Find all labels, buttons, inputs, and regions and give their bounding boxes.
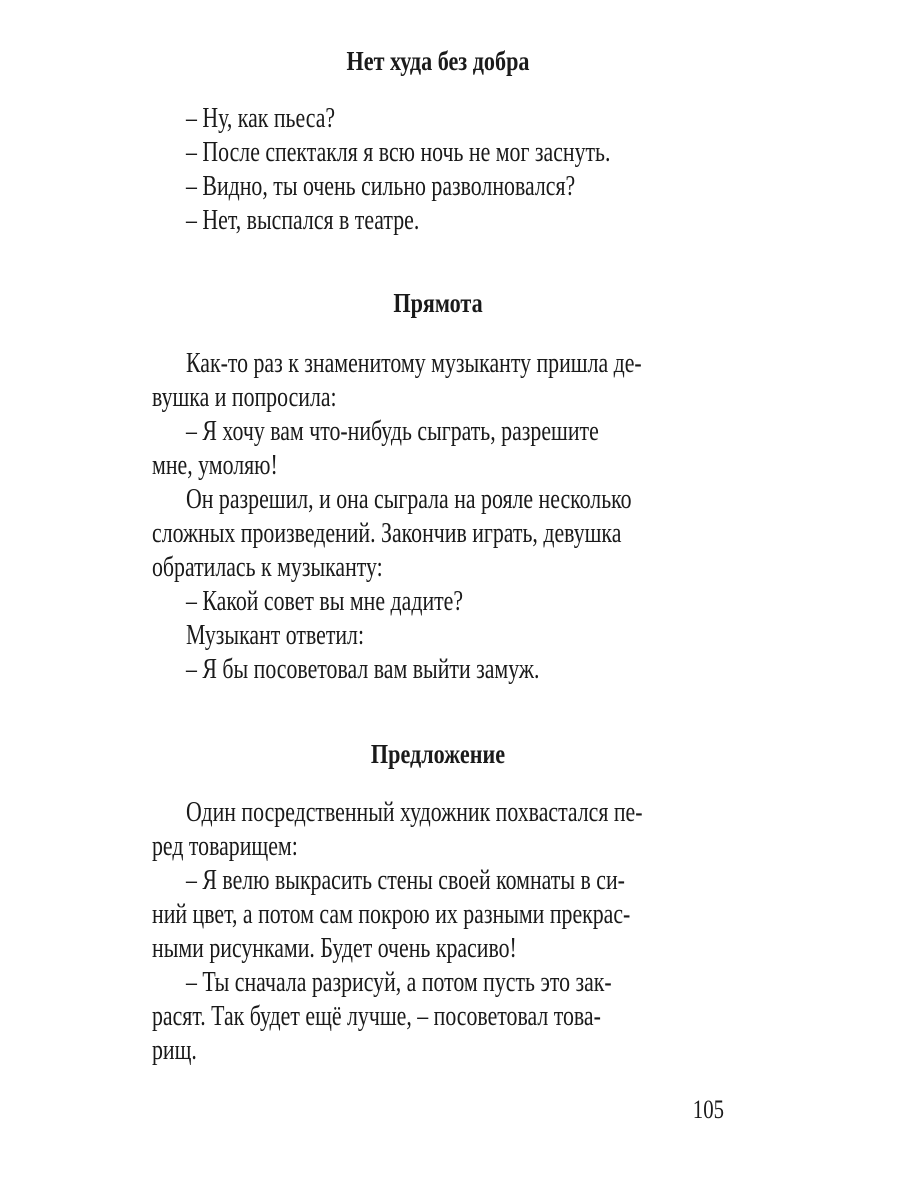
dialogue-line: – Я велю выкрасить стены своей комнаты в си- xyxy=(186,865,625,896)
section-title-3: Предложение xyxy=(370,739,506,769)
dialogue-line: ний цвет, а потом сам покрою их разными прекрас- xyxy=(152,899,631,930)
dialogue-line: – Ну, как пьеса? xyxy=(186,103,336,134)
dialogue-line: – Нет, выспался в театре. xyxy=(186,205,420,236)
dialogue-line: ными рисунками. Будет очень красиво! xyxy=(152,933,517,964)
paragraph-line: Он разрешил, и она сыграла на рояле несколько xyxy=(186,484,632,515)
paragraph-line: вушка и попросила: xyxy=(152,382,337,413)
paragraph-line: Один посредственный художник похвастался пе- xyxy=(186,797,643,828)
dialogue-line: рищ. xyxy=(152,1035,197,1066)
paragraph-line: Как-то раз к знаменитому музыканту пришла де- xyxy=(186,348,642,379)
dialogue-line: расят. Так будет ещё лучше, – посоветовал това- xyxy=(152,1001,601,1032)
dialogue-line: – После спектакля я всю ночь не мог заснуть. xyxy=(186,137,611,168)
section-title-1: Нет худа без добра xyxy=(346,46,530,76)
dialogue-line: – Ты сначала разрисуй, а потом пусть это зак- xyxy=(186,967,612,998)
dialogue-line: – Я бы посоветовал вам выйти замуж. xyxy=(186,654,540,685)
section-title-2: Прямота xyxy=(393,288,483,318)
dialogue-line: – Видно, ты очень сильно разволновался? xyxy=(186,171,576,202)
dialogue-line: мне, умоляю! xyxy=(152,450,278,481)
paragraph-line: ред товарищем: xyxy=(152,831,298,862)
dialogue-line: – Я хочу вам что-нибудь сыграть, разрешите xyxy=(186,416,599,447)
book-page xyxy=(152,0,724,1200)
page-number: 105 xyxy=(692,1095,724,1124)
dialogue-line: – Какой совет вы мне дадите? xyxy=(186,586,464,617)
paragraph-line: Музыкант ответил: xyxy=(186,620,365,651)
paragraph-line: обратилась к музыканту: xyxy=(152,552,383,583)
paragraph-line: сложных произведений. Закончив играть, девушка xyxy=(152,518,622,549)
